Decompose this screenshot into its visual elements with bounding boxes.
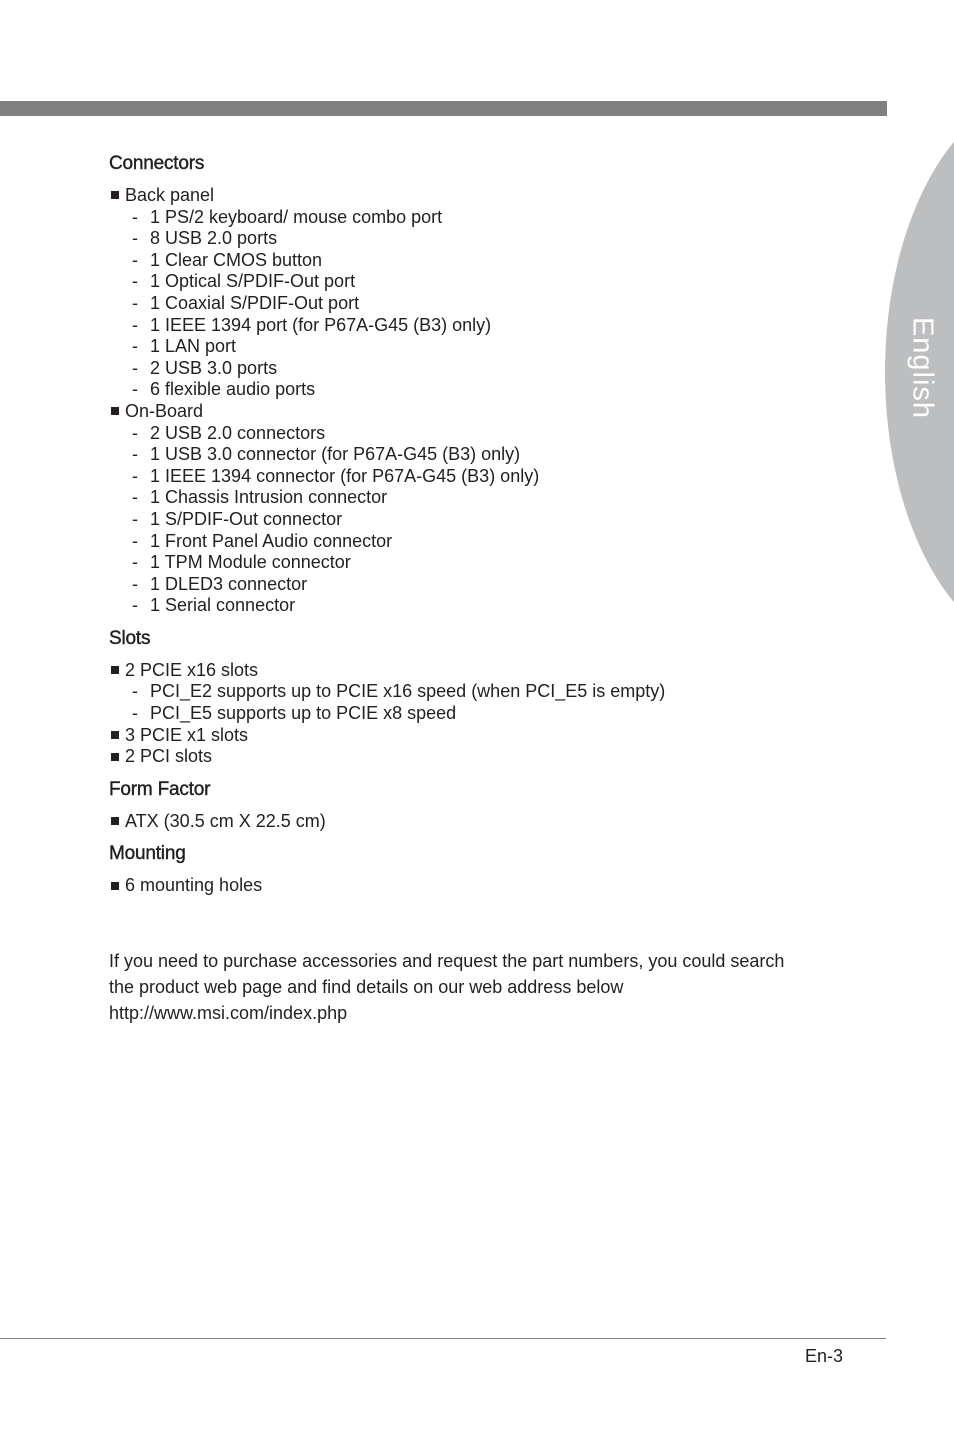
form-factor-section (109, 778, 849, 833)
website-link[interactable]: http://www.msi.com/index.php (109, 1003, 348, 1023)
bullet-square-icon (111, 817, 119, 825)
list-item: - 1 Front Panel Audio connector (132, 530, 393, 551)
section-title-slots: Slots (109, 627, 151, 649)
list-item: - 1 TPM Module connector (132, 552, 351, 573)
list-item: - 1 USB 3.0 connector (for P67A-G45 (B3) only) (132, 444, 521, 465)
section-title-form-factor: Form Factor (109, 778, 211, 800)
note-line: If you need to purchase accessories and request the part numbers, you could search (109, 951, 785, 971)
language-tab-label: English (906, 316, 939, 420)
bullet-square-icon (111, 882, 119, 890)
bullet-pci: 2 PCI slots (109, 746, 849, 768)
list-item: - 1 PS/2 keyboard/ mouse combo port (132, 206, 443, 227)
list-item: - 1 LAN port (132, 336, 237, 357)
connectors-section (109, 152, 849, 617)
list-item: - 8 USB 2.0 ports (132, 228, 278, 249)
header-bar (0, 101, 887, 116)
bullet-square-icon (111, 407, 119, 415)
list-item: - 1 IEEE 1394 port (for P67A-G45 (B3) only) (132, 314, 492, 335)
on-board-list (109, 423, 849, 617)
list-item: - 2 USB 2.0 connectors (132, 422, 326, 443)
bullet-mounting: 6 mounting holes (109, 875, 849, 897)
list-item: - 1 Chassis Intrusion connector (132, 487, 388, 508)
list-item: - 1 DLED3 connector (132, 573, 308, 594)
list-item: - 1 IEEE 1394 connector (for P67A-G45 (B3) only) (132, 465, 540, 486)
list-item: - 1 Coaxial S/PDIF-Out port (132, 292, 360, 313)
bullet-square-icon (111, 753, 119, 761)
bullet-square-icon (111, 666, 119, 674)
mounting-section (109, 842, 849, 897)
section-title-connectors: Connectors (109, 153, 205, 174)
page-number: En-3 (805, 1346, 844, 1366)
list-item: - 1 S/PDIF-Out connector (132, 508, 343, 529)
bullet-back-panel: Back panel (109, 185, 849, 207)
list-item: - 1 Optical S/PDIF-Out port (132, 271, 356, 292)
bullet-pcie-x1: 3 PCIE x1 slots (109, 725, 849, 747)
list-item: - 6 flexible audio ports (132, 379, 316, 400)
footer-rule (0, 1338, 886, 1339)
note-line: the product web page and find details on our web address below (109, 977, 624, 997)
list-item: - 1 Serial connector (132, 595, 296, 616)
bullet-square-icon (111, 731, 119, 739)
bullet-form-factor: ATX (30.5 cm X 22.5 cm) (109, 811, 849, 833)
bullet-square-icon (111, 191, 119, 199)
bullet-on-board: On-Board (109, 401, 849, 423)
bullet-pcie-x16: 2 PCIE x16 slots (109, 660, 849, 682)
list-item: - 1 Clear CMOS button (132, 249, 323, 270)
list-item: - 2 USB 3.0 ports (132, 357, 278, 378)
section-title-mounting: Mounting (109, 843, 186, 865)
slots-section (109, 627, 849, 768)
list-item: - PCI_E5 supports up to PCIE x8 speed (132, 703, 457, 724)
accessories-note (109, 948, 849, 1026)
list-item: - PCI_E2 supports up to PCIE x16 speed (when PCI_E5 is empty) (132, 681, 666, 702)
specifications-content (109, 152, 849, 897)
back-panel-list (109, 207, 849, 401)
